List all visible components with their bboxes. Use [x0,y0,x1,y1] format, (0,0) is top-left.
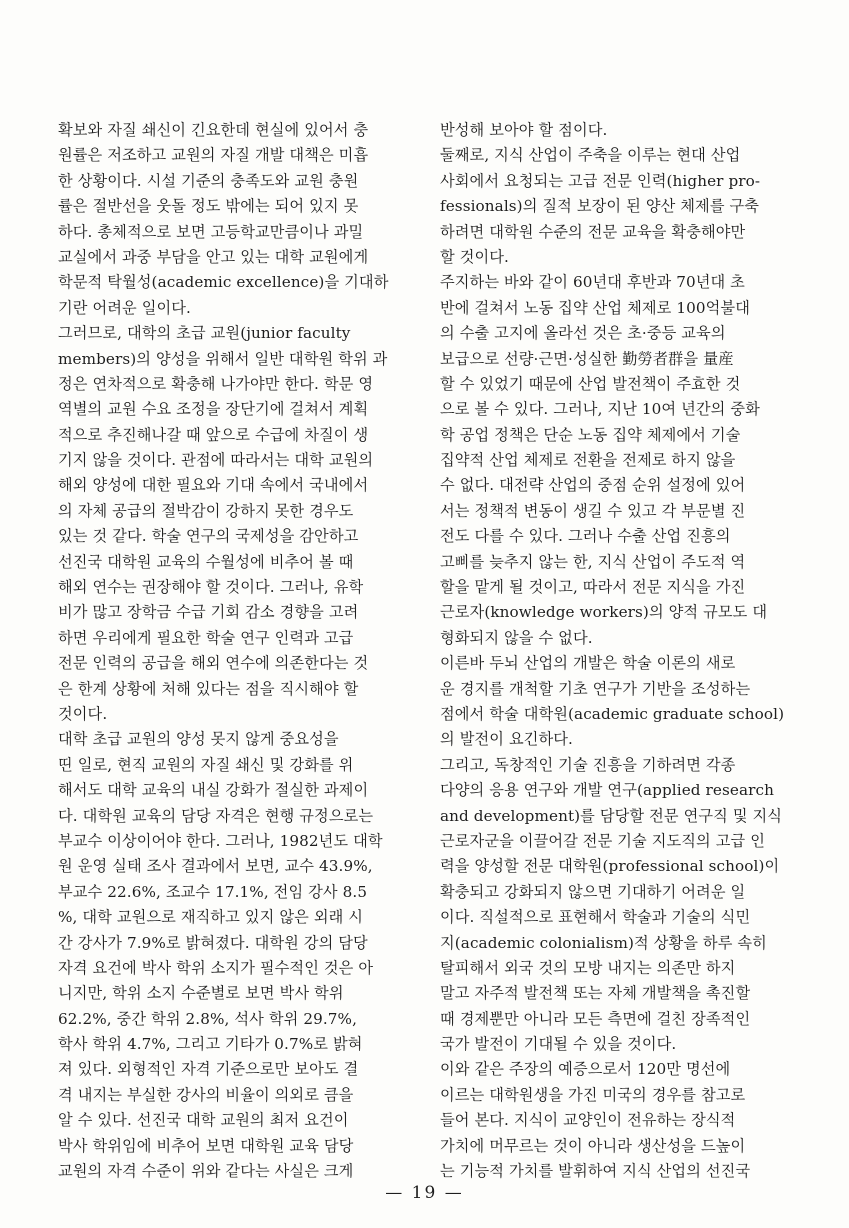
text-line: 교원의 자격 수준이 위와 같다는 사실은 크게 [58,1162,354,1181]
text-line: 반에 걸쳐서 노동 집약 산업 체제로 100억불대 [440,298,750,317]
text-line: 집약적 산업 체제로 전환을 전제로 하지 않을 [440,451,736,470]
text-line: 은 한계 상황에 처해 있다는 점을 직시해야 할 [58,679,359,698]
text-line: 전문 인력의 공급을 해외 연수에 의존한다는 것 [58,654,369,673]
text-line: 져 있다. 외형적인 자격 기준으로만 보아도 결 [58,1060,359,1079]
text-line: 이른바 두뇌 산업의 개발은 학술 이론의 새로 [440,654,736,673]
text-line: 운 경지를 개척할 기초 연구가 기반을 조성하는 [440,679,751,698]
text-line: 학 공업 정책은 단순 노동 집약 체제에서 기술 [440,425,741,444]
text-line: 할 것이다. [440,247,509,266]
text-line: 확보와 자질 쇄신이 긴요한데 현실에 있어서 충 [58,121,369,139]
text-line: 격 내지는 부실한 강사의 비율이 의외로 큼을 [58,1085,354,1104]
text-line: 해외 양성에 대한 필요와 기대 속에서 국내에서 [58,476,369,495]
text-line: 이다. 직설적으로 표현해서 학술과 기술의 식민 [440,908,751,927]
text-line: 국가 발전이 기대될 수 있을 것이다. [440,1035,677,1054]
text-line: 선진국 대학원 교육의 수월성에 비추어 볼 때 [58,552,354,571]
text-line: 비가 많고 장학금 수급 기회 감소 경향을 고려 [58,603,359,622]
text-line: 간 강사가 7.9%로 밝혀졌다. 대학원 강의 담당 [58,933,368,952]
text-line: 때 경제뿐만 아니라 모든 측면에 걸친 장족적인 [440,1009,751,1028]
text-line: 이르는 대학원생을 가진 미국의 경우를 참고로 [440,1085,746,1104]
text-line: 사회에서 요청되는 고급 전문 인력(higher pro- [440,171,761,190]
text-line: %, 대학 교원으로 재직하고 있지 않은 외래 시 [58,908,364,927]
text-line: 대학 초급 교원의 양성 못지 않게 중요성을 [58,730,339,749]
text-line: 가치에 머무르는 것이 아니라 생산성을 드높이 [440,1136,746,1155]
text-line: 할 수 있었기 때문에 산업 발전책이 주효한 것 [440,374,741,393]
text-line: 박사 학위임에 비추어 보면 대학원 교육 담당 [58,1136,354,1155]
right-text-column [440,118,792,1184]
text-line: 부교수 이상이어야 한다. 그러나, 1982년도 대학 [58,831,383,850]
text-line: 는 기능적 가치를 발휘하여 지식 산업의 선진국 [440,1162,751,1181]
text-line: 탈피해서 외국 것의 모방 내지는 의존만 하지 [440,958,736,977]
text-line: 근로자군을 이끌어갈 전문 기술 지도직의 고급 인 [440,831,765,850]
text-line: 보급으로 선량·근면·성실한 勤勞者群을 量産 [440,349,734,368]
text-line: 학사 학위 4.7%, 그리고 기타가 0.7%로 밝혀 [58,1035,363,1054]
page-number: — 19 — [385,1183,464,1203]
text-line: 서는 정책적 변동이 생길 수 있고 각 부문별 진 [440,501,746,520]
text-line: 역별의 교원 수요 조정을 장단기에 걸쳐서 계획 [58,400,369,419]
text-line: 정은 연차적으로 확충해 나가야만 한다. 학문 영 [58,374,374,393]
text-line: 주지하는 바와 같이 60년대 후반과 70년대 초 [440,273,745,292]
text-line: 자격 요건에 박사 학위 소지가 필수적인 것은 아 [58,958,374,977]
text-line: 다. 대학원 교육의 담당 자격은 현행 규정으로는 [58,806,374,825]
text-line: 학문적 탁월성(academic excellence)을 기대하 [58,273,389,292]
text-line: 알 수 있다. 선진국 대학 교원의 최저 요건이 [58,1111,349,1130]
text-line: 하면 우리에게 필요한 학술 연구 인력과 고급 [58,628,354,647]
left-text-column [58,118,408,1184]
text-line: 전도 다를 수 있다. 그러나 수출 산업 진흥의 [440,527,731,546]
text-line: 고삐를 늦추지 않는 한, 지식 산업이 주도적 역 [440,552,746,571]
text-line: 반성해 보아야 할 점이다. [440,121,608,139]
text-line: 점에서 학술 대학원(academic graduate school) [440,704,785,723]
text-line: 확충되고 강화되지 않으면 기대하기 어려운 일 [440,882,746,901]
text-line: 있는 것 같다. 학술 연구의 국제성을 감안하고 [58,527,359,546]
text-line: 원 운영 실태 조사 결과에서 보면, 교수 43.9%, [58,857,373,876]
text-line: 지(academic colonialism)적 상황을 하루 속히 [440,933,767,952]
text-line: 기지 않을 것이다. 관점에 따라서는 대학 교원의 [58,451,374,470]
text-line: 둘째로, 지식 산업이 주축을 이루는 현대 산업 [440,146,741,165]
text-line: 한 상황이다. 시설 기준의 충족도와 교원 충원 [58,171,359,190]
text-line: members)의 양성을 위해서 일반 대학원 학위 과 [58,349,388,368]
text-line: 띤 일로, 현직 교원의 자질 쇄신 및 강화를 위 [58,755,354,774]
text-line: 말고 자주적 발전책 또는 자체 개발책을 촉진할 [440,984,751,1003]
text-line: 그리고, 독창적인 기술 진흥을 기하려면 각종 [440,755,736,774]
text-line: 원률은 저조하고 교원의 자질 개발 대책은 미흡 [58,146,369,165]
text-line: 의 발전이 요긴하다. [440,730,573,749]
text-line: 것이다. [58,704,108,723]
text-line: 적으로 추진해나갈 때 앞으로 수급에 차질이 생 [58,425,369,444]
text-line: 률은 절반선을 웃돌 정도 밖에는 되어 있지 못 [58,197,359,216]
text-line: 부교수 22.6%, 조교수 17.1%, 전임 강사 8.5 [58,882,368,901]
text-line: 하다. 총체적으로 보면 고등학교만큼이나 과밀 [58,222,364,241]
text-line: 이와 같은 주장의 예증으로서 120만 명선에 [440,1060,731,1079]
text-line: 62.2%, 중간 학위 2.8%, 석사 학위 29.7%, [58,1009,357,1028]
text-line: 으로 볼 수 있다. 그러나, 지난 10여 년간의 중화 [440,400,760,419]
text-line: 들어 본다. 지식이 교양인이 전유하는 장식적 [440,1111,736,1130]
text-line: 근로자(knowledge workers)의 양적 규모도 대 [440,603,768,622]
text-line: 수 없다. 대전략 산업의 중점 순위 설정에 있어 [440,476,746,495]
text-line: fessionals)의 질적 보장이 된 양산 체제를 구축 [440,197,760,216]
text-line: 니지만, 학위 소지 수준별로 보면 박사 학위 [58,984,344,1003]
text-line: 하려면 대학원 수준의 전문 교육을 확충해야만 [440,222,746,241]
text-line: 형화되지 않을 수 없다. [440,628,593,647]
text-line: 해외 연수는 권장해야 할 것이다. 그러나, 유학 [58,578,364,597]
text-line: 해서도 대학 교육의 내실 강화가 절실한 과제이 [58,781,369,800]
text-line: 교실에서 과중 부담을 안고 있는 대학 교원에게 [58,247,369,266]
text-line: 그러므로, 대학의 초급 교원(junior faculty [58,324,351,343]
text-line: 력을 양성할 전문 대학원(professional school)이 [440,857,780,876]
text-line: and development)를 담당할 전문 연구직 및 지식 [440,806,783,825]
text-line: 의 수출 고지에 올라선 것은 초·중등 교육의 [440,324,726,343]
text-line: 다양의 응용 연구와 개발 연구(applied research [440,781,774,800]
text-line: 할을 맡게 될 것이고, 따라서 전문 지식을 가진 [440,578,746,597]
text-line: 기란 어려운 일이다. [58,298,191,317]
text-line: 의 자체 공급의 절박감이 강하지 못한 경우도 [58,501,354,520]
